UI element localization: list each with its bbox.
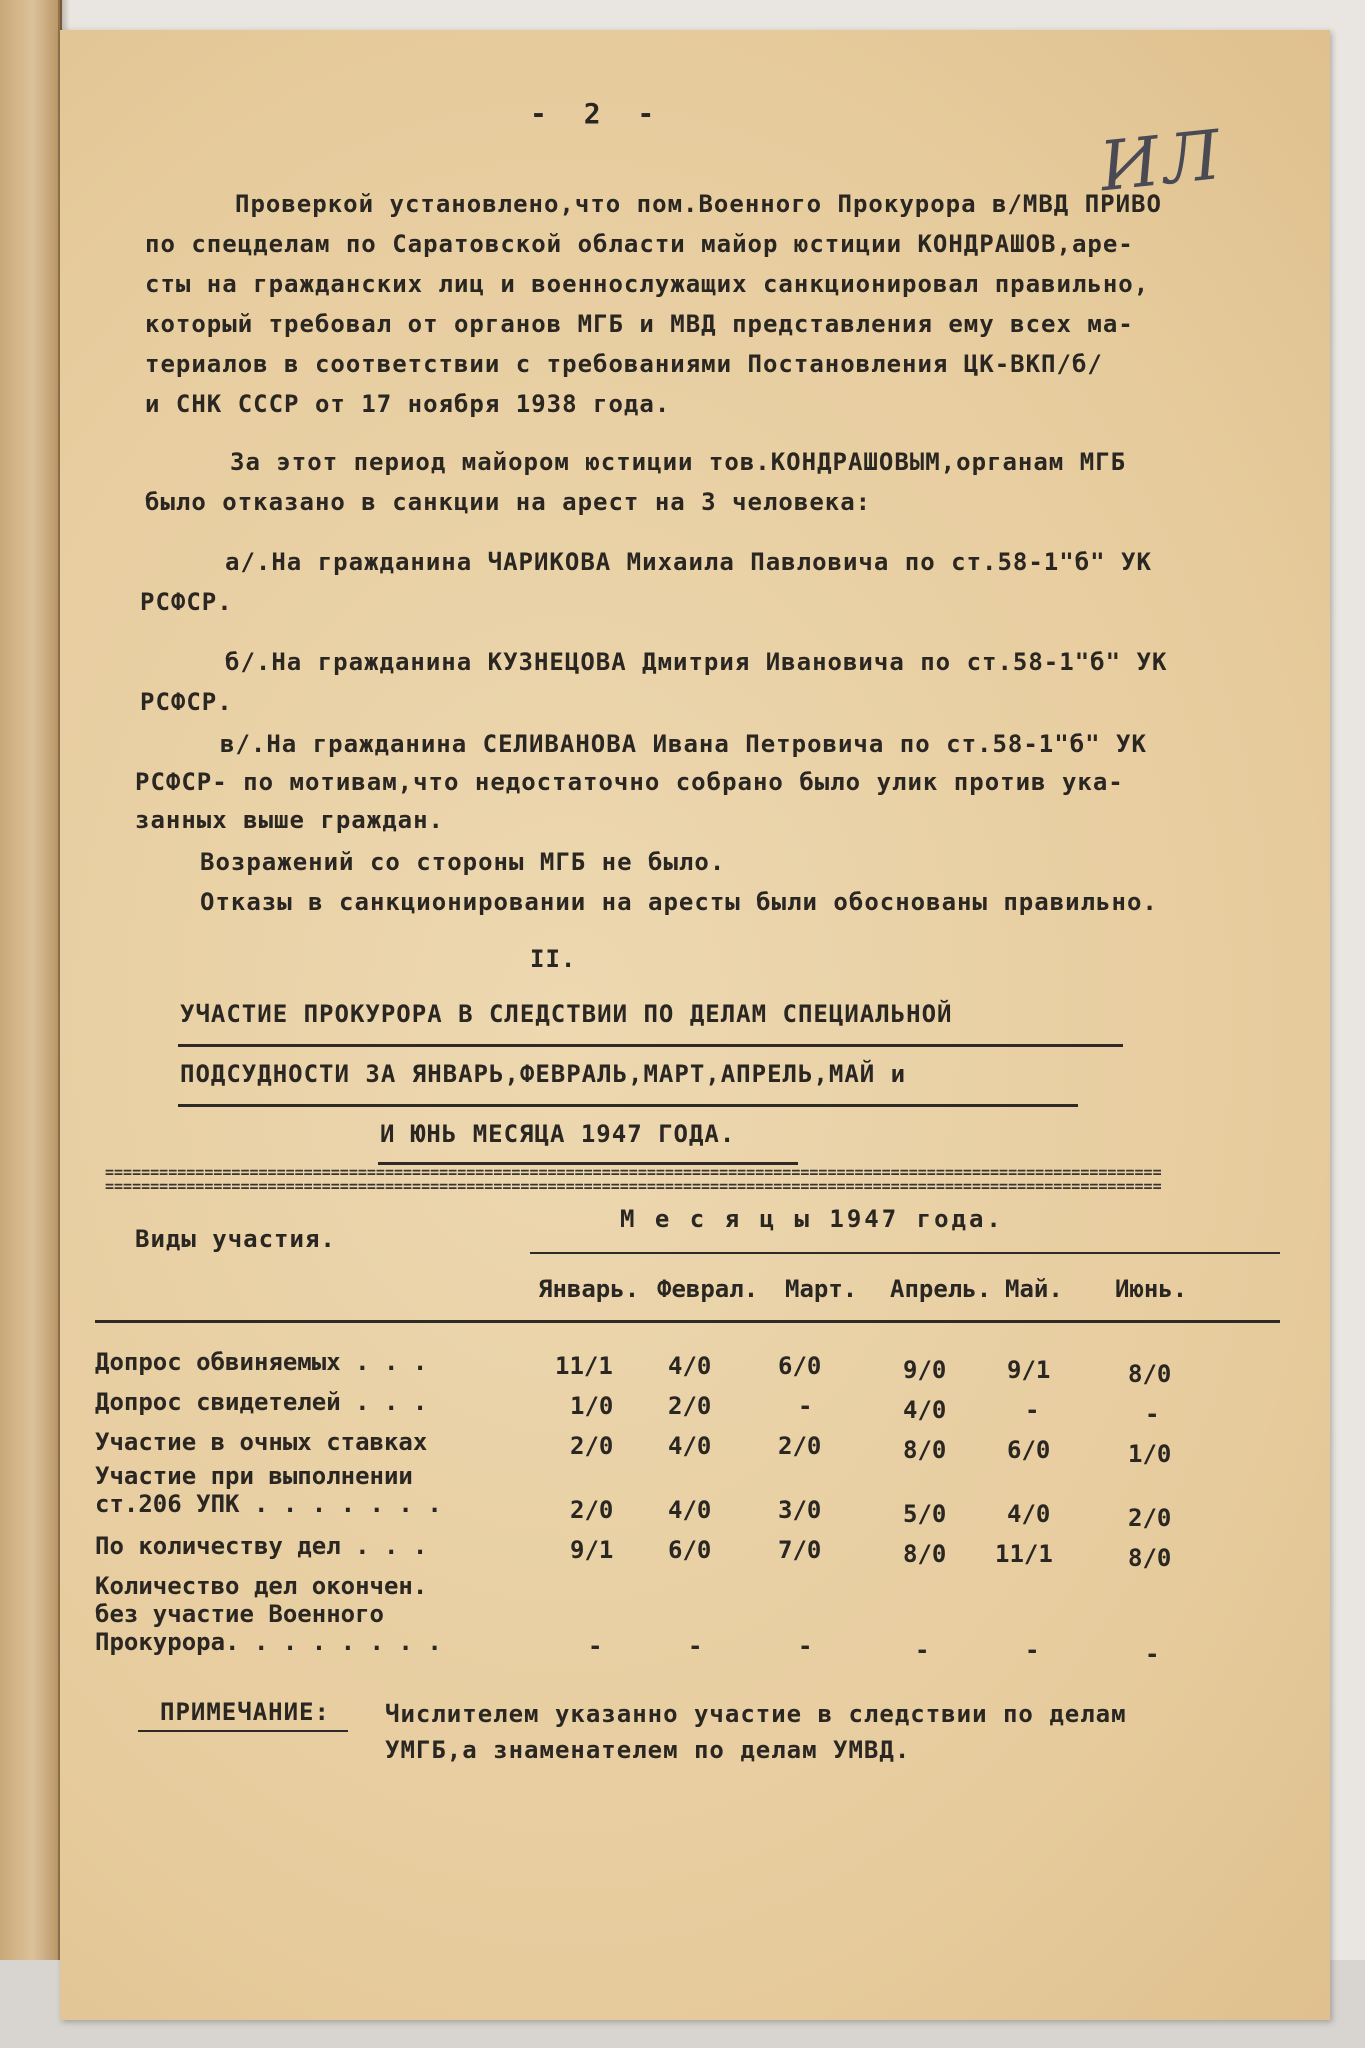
adjacent-page-edge bbox=[0, 0, 62, 1960]
table-cell: - bbox=[798, 1632, 813, 1660]
table-cell: - bbox=[1025, 1396, 1040, 1424]
paragraph-line: было отказано в санкции на арест на 3 человека: bbox=[145, 488, 872, 516]
table-cell: 2/0 bbox=[570, 1496, 614, 1524]
section-heading-line: И ЮНЬ МЕСЯЦА 1947 ГОДА. bbox=[380, 1120, 736, 1148]
table-cell: 4/0 bbox=[668, 1496, 712, 1524]
table-row-label: Допрос обвиняемых . . . bbox=[95, 1348, 428, 1376]
table-column-header: Январь. bbox=[538, 1275, 640, 1303]
heading-underline bbox=[178, 1104, 1078, 1107]
table-cell: 2/0 bbox=[778, 1432, 822, 1460]
table-cell: 11/1 bbox=[555, 1352, 613, 1380]
note-label-underline bbox=[138, 1730, 348, 1732]
list-item-c: РСФСР- по мотивам,что недостаточно собрано было улик против ука- bbox=[135, 768, 1124, 796]
table-cell: 8/0 bbox=[903, 1436, 947, 1464]
table-cell: - bbox=[688, 1632, 703, 1660]
table-cell: 2/0 bbox=[668, 1392, 712, 1420]
table-row-label: По количеству дел . . . bbox=[95, 1532, 428, 1560]
table-cell: 4/0 bbox=[668, 1432, 712, 1460]
table-cell: 1/0 bbox=[570, 1392, 614, 1420]
table-cell: 6/0 bbox=[1007, 1436, 1051, 1464]
table-row-label: Прокурора. . . . . . . . bbox=[95, 1628, 442, 1656]
table-cell: 2/0 bbox=[570, 1432, 614, 1460]
table-cell: 9/1 bbox=[570, 1536, 614, 1564]
table-row-label: Количество дел окончен. bbox=[95, 1572, 428, 1600]
list-item-b: РСФСР. bbox=[140, 688, 233, 716]
table-row-label: без участие Военного bbox=[95, 1600, 384, 1628]
list-item-a: а/.На гражданина ЧАРИКОВА Михаила Павловича по ст.58-1"б" УК bbox=[225, 548, 1152, 576]
table-cell: 4/0 bbox=[1007, 1500, 1051, 1528]
table-cell: 4/0 bbox=[903, 1396, 947, 1424]
paragraph-line: За этот период майором юстиции тов.КОНДРАШОВЫМ,органам МГБ bbox=[230, 448, 1127, 476]
table-column-header: Июнь. bbox=[1115, 1275, 1188, 1303]
paragraph-line: Проверкой установлено,что пом.Военного Прокурора в/МВД ПРИВО bbox=[235, 190, 1162, 218]
table-column-header: Март. bbox=[785, 1275, 858, 1303]
table-top-border: ===================================================================================================================== bbox=[105, 1163, 1162, 1181]
table-cell: 11/1 bbox=[995, 1540, 1053, 1568]
page-number: - 2 - bbox=[530, 97, 665, 130]
table-header-rule bbox=[95, 1320, 1280, 1323]
table-cell: 3/0 bbox=[778, 1496, 822, 1524]
table-months-caption: М е с я ц ы 1947 года. bbox=[620, 1205, 1004, 1233]
table-cell: 8/0 bbox=[1128, 1360, 1172, 1388]
note-text-line: УМГБ,а знаменателем по делам УМВД. bbox=[385, 1736, 911, 1764]
heading-underline bbox=[178, 1044, 1123, 1047]
table-caption-rule bbox=[530, 1252, 1280, 1254]
table-cell: 4/0 bbox=[668, 1352, 712, 1380]
list-item-b: б/.На гражданина КУЗНЕЦОВА Дмитрия Ивановича по ст.58-1"б" УК bbox=[225, 648, 1168, 676]
paragraph-line: териалов в соответствии с требованиями Постановления ЦК-ВКП/б/ bbox=[145, 350, 1103, 378]
list-item-c: занных выше граждан. bbox=[135, 806, 444, 834]
paragraph-line: и СНК СССР от 17 ноября 1938 года. bbox=[145, 390, 671, 418]
table-column-header: Феврал. bbox=[657, 1275, 759, 1303]
table-cell: - bbox=[588, 1632, 603, 1660]
list-item-c: в/.На гражданина СЕЛИВАНОВА Ивана Петровича по ст.58-1"б" УК bbox=[220, 730, 1147, 758]
table-row-label: ст.206 УПК . . . . . . . bbox=[95, 1490, 442, 1518]
table-cell: - bbox=[1145, 1640, 1160, 1668]
section-heading-line: УЧАСТИЕ ПРОКУРОРА В СЛЕДСТВИИ ПО ДЕЛАМ СПЕЦИАЛЬНОЙ bbox=[180, 1000, 953, 1028]
paragraph-line: по спецделам по Саратовской области майор юстиции КОНДРАШОВ,аре- bbox=[145, 230, 1134, 258]
section-numeral: II. bbox=[530, 945, 577, 973]
table-cell: - bbox=[915, 1636, 930, 1664]
table-cell: 9/0 bbox=[903, 1356, 947, 1384]
table-cell: 6/0 bbox=[778, 1352, 822, 1380]
table-cell: 1/0 bbox=[1128, 1440, 1172, 1468]
paragraph-line: который требовал от органов МГБ и МВД представления ему всех ма- bbox=[145, 310, 1134, 338]
table-cell: 8/0 bbox=[1128, 1544, 1172, 1572]
paragraph-line: Возражений со стороны МГБ не было. bbox=[200, 848, 726, 876]
table-column-header: Апрель. bbox=[890, 1275, 992, 1303]
table-cell: 5/0 bbox=[903, 1500, 947, 1528]
section-heading-line: ПОДСУДНОСТИ ЗА ЯНВАРЬ,ФЕВРАЛЬ,МАРТ,АПРЕЛЬ,МАЙ и bbox=[180, 1060, 907, 1088]
handwritten-folio-number: ИЛ bbox=[1096, 115, 1228, 208]
table-cell: - bbox=[1025, 1636, 1040, 1664]
table-cell: 2/0 bbox=[1128, 1504, 1172, 1532]
table-cell: 9/1 bbox=[1007, 1356, 1051, 1384]
table-cell: 8/0 bbox=[903, 1540, 947, 1568]
table-row-label: Допрос свидетелей . . . bbox=[95, 1388, 428, 1416]
document-sheet bbox=[60, 30, 1330, 2020]
table-cell: - bbox=[1145, 1400, 1160, 1428]
note-text-line: Числителем указанно участие в следствии по делам bbox=[385, 1700, 1127, 1728]
table-row-label: Участие в очных ставках bbox=[95, 1428, 428, 1456]
table-top-border: ===================================================================================================================== bbox=[105, 1177, 1162, 1195]
note-label: ПРИМЕЧАНИЕ: bbox=[160, 1698, 330, 1726]
list-item-a: РСФСР. bbox=[140, 588, 233, 616]
table-row-header: Виды участия. bbox=[135, 1225, 336, 1253]
table-column-header: Май. bbox=[1005, 1275, 1063, 1303]
table-row-label: Участие при выполнении bbox=[95, 1462, 413, 1490]
paragraph-line: Отказы в санкционировании на аресты были обоснованы правильно. bbox=[200, 888, 1158, 916]
table-cell: - bbox=[798, 1392, 813, 1420]
paragraph-line: сты на гражданских лиц и военнослужащих санкционировал правильно, bbox=[145, 270, 1150, 298]
table-cell: 7/0 bbox=[778, 1536, 822, 1564]
table-cell: 6/0 bbox=[668, 1536, 712, 1564]
